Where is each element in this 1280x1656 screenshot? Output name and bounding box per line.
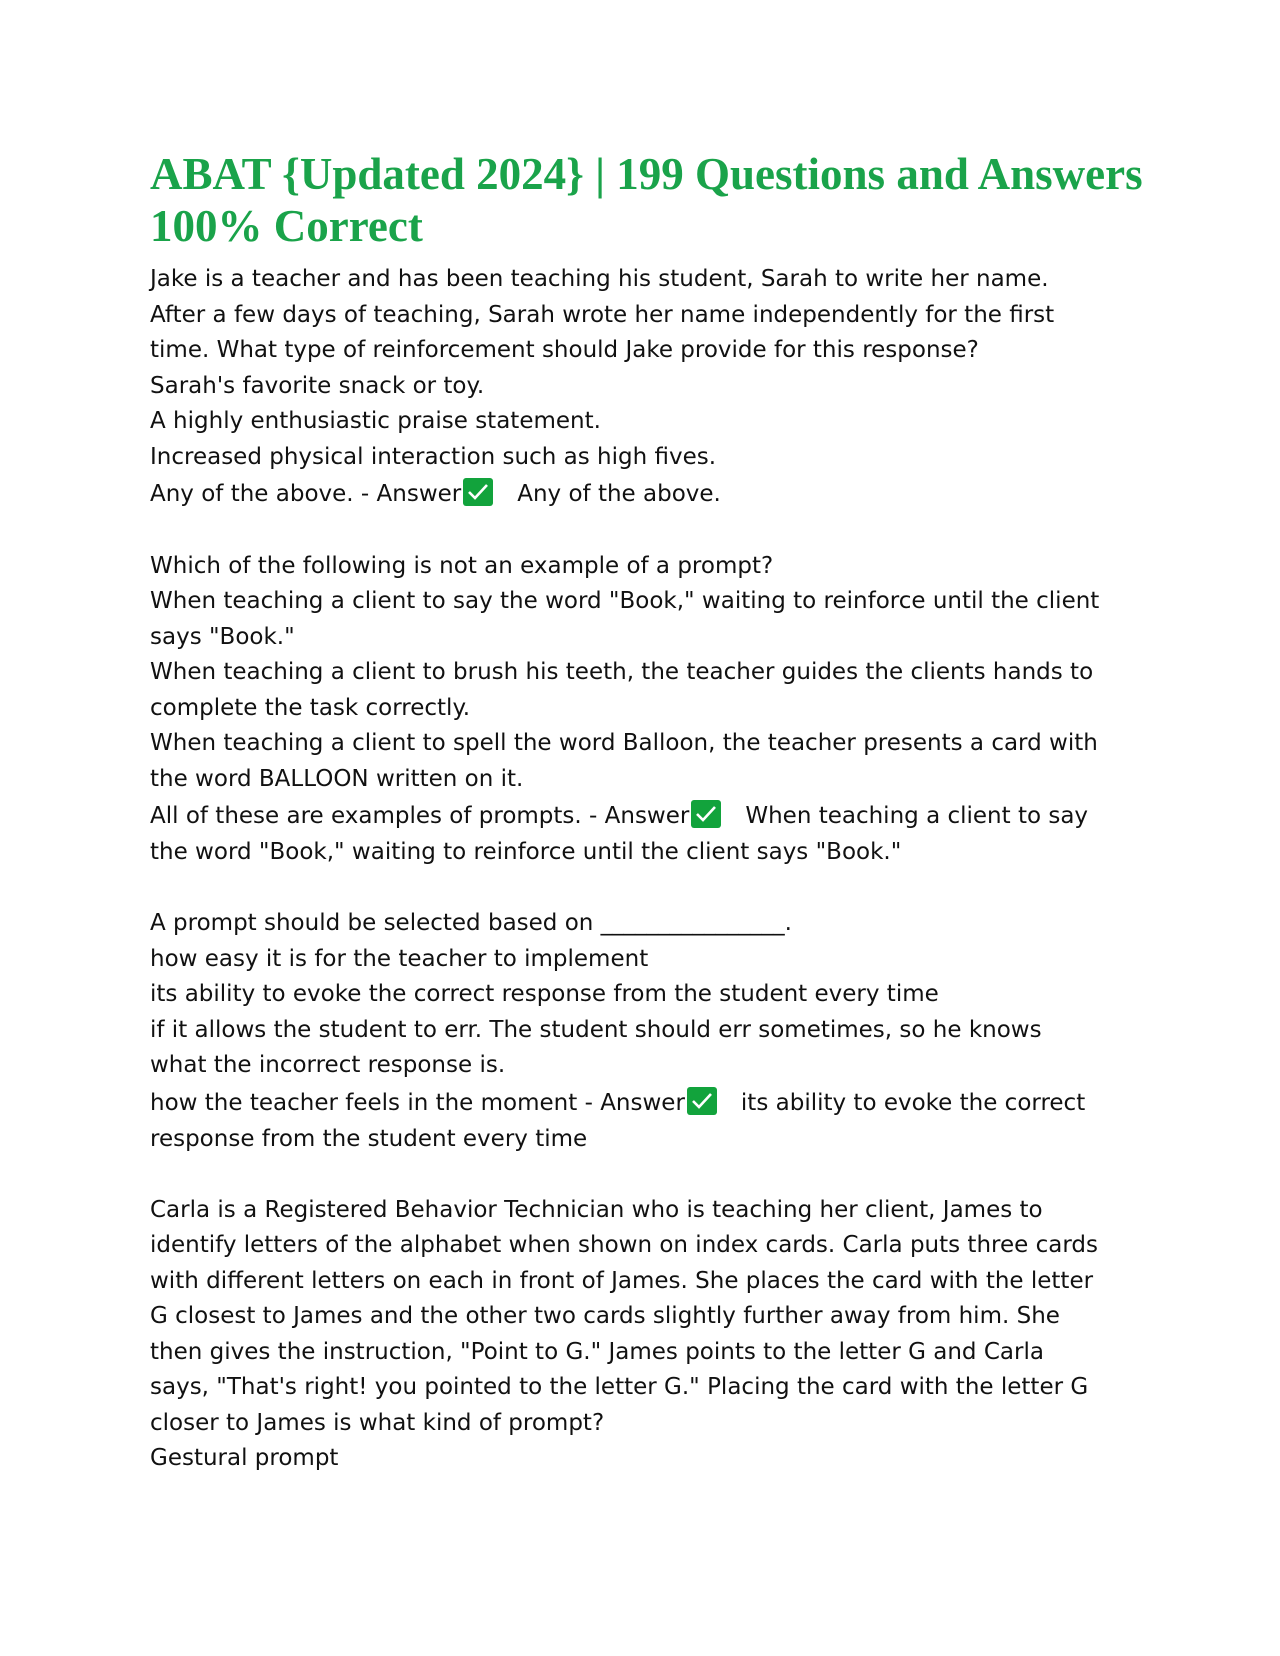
question-line: Which of the following is not an example of a prompt? <box>150 552 774 579</box>
question-line: identify letters of the alphabet when shown on index cards. Carla puts three cards <box>150 1232 1098 1258</box>
option-line: When teaching a client to say the word "Book," waiting to reinforce until the client <box>150 588 1100 614</box>
checkmark-box-icon <box>691 800 721 828</box>
answer-line <box>150 475 1140 513</box>
option-line: the word BALLOON written on it. <box>150 765 524 792</box>
option-line: A highly enthusiastic praise statement. <box>150 408 601 434</box>
question-1 <box>150 262 1140 513</box>
paragraph-gap <box>150 1157 1140 1193</box>
question-line: time. What type of reinforcement should Jake provide for this response? <box>150 337 979 363</box>
answer-line <box>150 797 1140 835</box>
option-line: Gestural prompt <box>150 1445 339 1471</box>
question-line: closer to James is what kind of prompt? <box>150 1409 605 1436</box>
option-line: its ability to evoke the correct response from the student every time <box>150 981 939 1007</box>
option-line: if it allows the student to err. The student should err sometimes, so he knows <box>150 1016 1042 1043</box>
answer-prefix: Any of the above. - Answer <box>150 481 462 507</box>
option-line: how easy it is for the teacher to implement <box>150 945 649 972</box>
option-line: Sarah's favorite snack or toy. <box>150 372 485 399</box>
option-line: says "Book." <box>150 623 295 650</box>
document-title <box>150 148 1143 252</box>
answer-text: When teaching a client to say <box>745 803 1089 829</box>
question-line: After a few days of teaching, Sarah wrote her name independently for the first <box>150 301 1055 328</box>
paragraph-gap <box>150 513 1140 549</box>
option-line: Increased physical interaction such as high fives. <box>150 443 717 470</box>
document-body <box>150 262 1140 1477</box>
answer-line <box>150 1084 1140 1122</box>
document-page <box>150 148 1143 1477</box>
question-line: says, "That's right! you pointed to the letter G." Placing the card with the letter G <box>150 1374 1089 1400</box>
answer-continuation: the word "Book," waiting to reinforce until the client says "Book." <box>150 839 902 865</box>
checkmark-box-icon <box>687 1087 717 1115</box>
answer-prefix: All of these are examples of prompts. - Answer <box>150 803 690 829</box>
question-line: G closest to James and the other two cards slightly further away from him. She <box>150 1303 1060 1329</box>
question-2 <box>150 549 1140 871</box>
answer-text: Any of the above. <box>517 481 721 507</box>
question-line: A prompt should be selected based on ________________. <box>150 910 792 936</box>
option-line: When teaching a client to spell the word Balloon, the teacher presents a card with <box>150 730 1098 756</box>
checkmark-box-icon <box>463 478 493 506</box>
question-4 <box>150 1193 1140 1477</box>
question-line: then gives the instruction, "Point to G." James points to the letter G and Carla <box>150 1338 1044 1365</box>
question-line: Jake is a teacher and has been teaching his student, Sarah to write her name. <box>150 266 1049 292</box>
answer-continuation: response from the student every time <box>150 1125 588 1152</box>
answer-text: its ability to evoke the correct <box>740 1089 1086 1116</box>
question-3 <box>150 906 1140 1157</box>
question-line: with different letters on each in front of James. She places the card with the letter <box>150 1267 1094 1294</box>
question-line: Carla is a Registered Behavior Technician who is teaching her client, James to <box>150 1196 1043 1223</box>
option-line: complete the task correctly. <box>150 694 471 721</box>
title-line-2: 100% Correct <box>150 201 423 251</box>
title-line-1: ABAT {Updated 2024} | 199 Questions and Answers <box>150 149 1143 199</box>
option-line: what the incorrect response is. <box>150 1052 506 1078</box>
paragraph-gap <box>150 871 1140 907</box>
option-line: When teaching a client to brush his teeth, the teacher guides the clients hands to <box>150 659 1094 685</box>
answer-prefix: how the teacher feels in the moment - Answer <box>150 1089 685 1116</box>
